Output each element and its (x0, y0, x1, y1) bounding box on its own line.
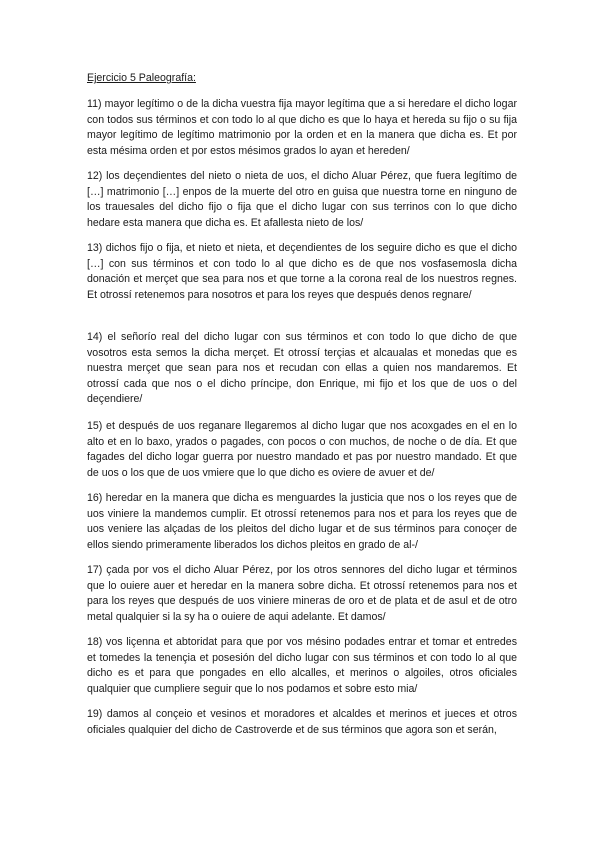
paragraph-text: vos liçenna et abtoridat para que por vos mésino podades entrar et tomar et entredes et tomedes la tenençia et posesión del dicho lugar con sus términos et con todo lo al que dicho es et para que pongades en ello alcalles, et merinos o algoiles, otros oficiales qualquier que cumpliere seguir que lo nos podamos et sobre esto mia/ (87, 636, 517, 695)
paragraph-number: 18) (87, 636, 103, 648)
paragraph-18 (87, 635, 517, 697)
paragraph-number: 16) (87, 492, 103, 504)
paragraph-number: 17) (87, 564, 103, 576)
paragraph-16 (87, 491, 517, 553)
paragraph-number: 13) (87, 242, 103, 254)
paragraph-text: et después de uos reganare llegaremos al dicho lugar que nos acoxgades en el en lo alto et en lo baxo, yrados o pagades, con pocos o con muchos, de noche o de día. Et que fagades del dicho logar guerra por nuestro mandado et pas por nuestro mandado. Et que de uos o los que de uos vmiere que lo que dicho es oviere de avuer et de/ (87, 420, 517, 479)
paragraph-number: 19) (87, 708, 103, 720)
paragraph-text: mayor legítimo o de la dicha vuestra fija mayor legítima que a si heredare el dicho logar con todos sus términos et con todo lo al que dicho es que lo haya et hereda su fijo o su fija mayor legítimo de legítimo matrimonio por la orden et en la manera que dicha es. Et por esta mésima orden et por estos mésimos grados lo ayan et hereden/ (87, 98, 517, 157)
paragraph-17 (87, 563, 517, 625)
paragraph-15 (87, 419, 517, 481)
paragraph-number: 15) (87, 420, 103, 432)
paragraph-19 (87, 707, 517, 738)
paragraph-number: 11) (87, 98, 102, 110)
paragraph-number: 12) (87, 170, 103, 182)
paragraph-11 (87, 97, 517, 159)
paragraph-12 (87, 169, 517, 231)
paragraph-text: los deçendientes del nieto o nieta de uos, el dicho Aluar Pérez, que fuera legítimo de […] matrimonio […] enpos de la muerte del otro en guisa que nuestra torne en ninguno de los trauesales del dicho fijo o fija que el dicho lugar con sus terrinos con lo que dicho hedare esta manera que dicha es. Et afallesta nieto de los/ (87, 170, 518, 229)
paragraph-text: heredar en la manera que dicha es menguardes la justicia que nos o los reyes que de uos viniere la mandemos cumplir. Et otrossí retenemos para nos et para los reyes que de uos veniere las alçadas de los pleitos del dicho lugar et de sus términos para conoçer de ellos siendo primeramente liberados los dichos pleitos en grado de al-/ (87, 492, 517, 551)
paragraph-text: çada por vos el dicho Aluar Pérez, por los otros sennores del dicho lugar et términos que lo ouiere auer et heredar en la manera sobre dicha. Et otrossí retenemos para nos et para los reyes que después de uos viniere mineras de oro et de plata et de asul et de otro metal qualquier si la sy ha o ouiere de aqui adelante. Et damos/ (87, 564, 517, 623)
paragraph-text: el señorío real del dicho lugar con sus términos et con todo lo que dicho de que vosotros esta semos la dicha merçet. Et otrossí terçias et alcaualas et monedas que es nuestra merçet que sean para nos et recudan con ellas a quien nos mandaremos. Et otrossí cada que nos o el dicho príncipe, don Enrique, mi fijo et los que de uos o del deçendiere/ (87, 331, 517, 405)
document-title: Ejercicio 5 Paleografía: (87, 72, 196, 84)
paragraph-13 (87, 241, 517, 303)
paragraph-number: 14) (87, 331, 103, 343)
paragraph-text: damos al conçeio et vesinos et moradores et alcaldes et merinos et jueces et otros oficiales qualquier del dicho de Castroverde et de sus términos que agora son et serán, (87, 708, 517, 736)
paragraph-text: dichos fijo o fija, et nieto et nieta, et deçendientes de los seguire dicho es que el dicho […] con sus términos et con todo lo al que dicho es de que nos vosfasemosla dicha donación et merçet que sea para nos et que torne a la corona real de los nuestros regnes. Et otrossí retenemos para nosotros et para los reyes que después denos regnare/ (87, 242, 518, 301)
paragraph-14 (87, 330, 517, 408)
